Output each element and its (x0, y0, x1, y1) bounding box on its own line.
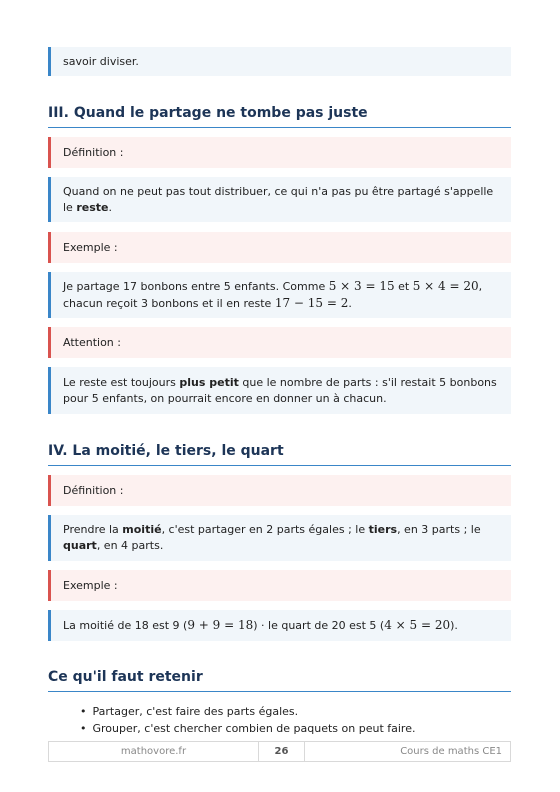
example-box-candies (48, 272, 511, 318)
attention-text: Le reste est toujours plus petit que le nombre de parts : s'il restait 5 bonbons pour 5 enfants, on pourrait encore en donner un à chacun. (63, 375, 497, 405)
math-expression: 4 × 5 = 20 (384, 618, 451, 632)
math-expression: 5 × 3 = 15 (328, 279, 395, 293)
example-label: Exemple : (63, 240, 118, 254)
example-label: Exemple : (63, 578, 118, 592)
example-text: La moitié de 18 est 9 (9 + 9 = 18) · le quart de 20 est 5 (4 × 5 = 20). (63, 618, 458, 632)
definition-box-fractions (48, 515, 511, 561)
list-item: • Grouper, c'est chercher combien de paquets on peut faire. (80, 720, 415, 737)
term-quart: quart (63, 539, 97, 552)
section-title-retain: Ce qu'il faut retenir (48, 669, 511, 692)
definition-text: Prendre la moitié, c'est partager en 2 parts égales ; le tiers, en 3 parts ; le quart, en 4 parts. (63, 523, 481, 552)
term-moitie: moitié (122, 523, 162, 536)
math-expression: 9 + 9 = 18 (187, 618, 254, 632)
attention-label: Attention : (63, 335, 121, 349)
section-title-fractions: IV. La moitié, le tiers, le quart (48, 443, 511, 466)
definition-box-remainder (48, 177, 511, 222)
example-label-box (48, 570, 511, 601)
list-item: • Partager, c'est faire des parts égales. (80, 703, 415, 720)
math-expression: 17 − 15 = 2 (274, 296, 349, 310)
section-title-remainder: III. Quand le partage ne tombe pas juste (48, 105, 511, 128)
definition-label: Définition : (63, 145, 124, 159)
example-box-fractions (48, 610, 511, 641)
attention-box (48, 367, 511, 414)
example-label-box (48, 232, 511, 263)
footer-site: mathovore.fr (49, 742, 259, 761)
definition-text: Quand on ne peut pas tout distribuer, ce qui n'a pas pu être partagé s'appelle le reste. (63, 184, 494, 214)
definition-label-box (48, 475, 511, 506)
footer-course: Cours de maths CE1 (400, 746, 502, 757)
attention-label-box (48, 327, 511, 358)
definition-label-box (48, 137, 511, 168)
term-plus-petit: plus petit (179, 375, 239, 389)
definition-label: Définition : (63, 483, 124, 497)
previous-content-box (48, 47, 511, 76)
math-expression: 5 × 4 = 20 (412, 279, 479, 293)
retain-list (80, 703, 415, 737)
page-footer (48, 741, 511, 762)
term-reste: reste (76, 200, 109, 214)
previous-content-text: savoir diviser. (63, 54, 139, 68)
page-number: 26 (259, 742, 305, 761)
example-text: Je partage 17 bonbons entre 5 enfants. Comme 5 × 3 = 15 et 5 × 4 = 20, chacun reçoit 3 bonbons et il en reste 17 − 15 = 2. (63, 279, 483, 310)
term-tiers: tiers (368, 523, 398, 536)
